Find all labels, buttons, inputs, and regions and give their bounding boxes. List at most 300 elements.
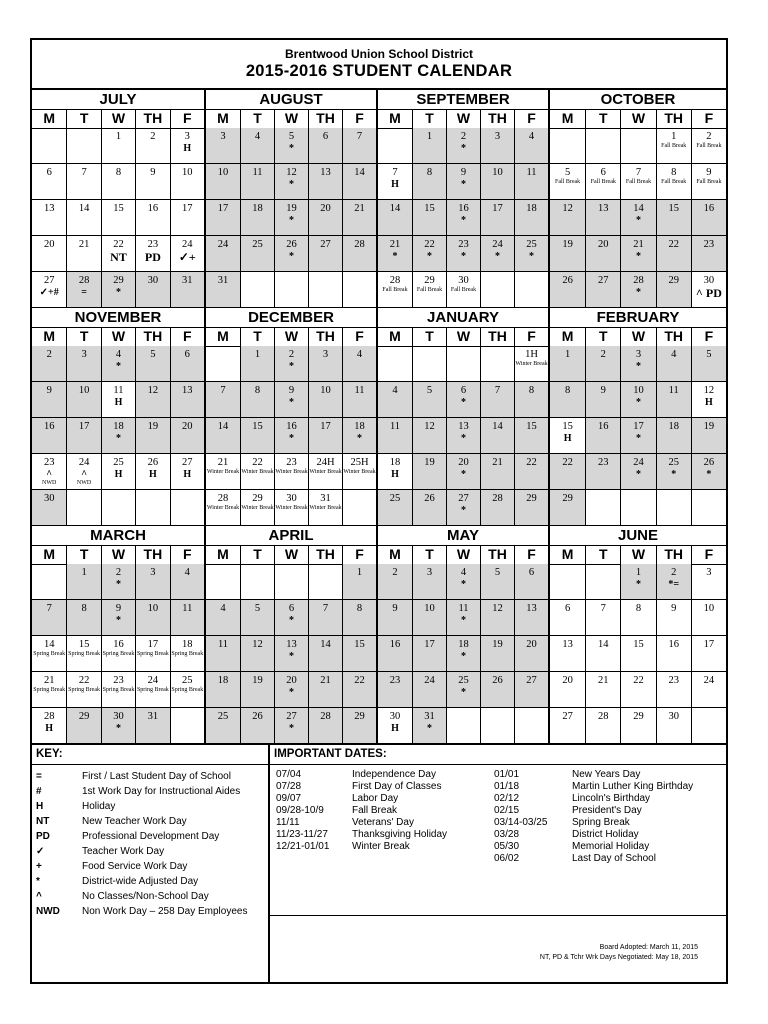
day-number: 12 bbox=[286, 167, 297, 178]
day-cell bbox=[514, 454, 548, 490]
day-number: 21 bbox=[320, 675, 331, 686]
day-number: 23 bbox=[668, 675, 679, 686]
day-cell bbox=[691, 600, 726, 636]
day-code: * bbox=[427, 251, 432, 262]
day-number: 11 bbox=[113, 385, 124, 396]
day-cell bbox=[656, 200, 691, 236]
day-number: 10 bbox=[703, 603, 715, 614]
empty-day-cell bbox=[101, 490, 135, 526]
day-number: 9 bbox=[288, 385, 295, 396]
day-cell bbox=[342, 200, 376, 236]
day-number: 24 bbox=[147, 675, 159, 686]
day-number: 2 bbox=[460, 131, 467, 142]
day-cell bbox=[656, 128, 691, 164]
day-number: 7 bbox=[220, 385, 226, 396]
day-cell bbox=[378, 454, 412, 490]
weekday-label: F bbox=[514, 328, 548, 346]
day-number: 5 bbox=[426, 385, 433, 396]
day-cell bbox=[446, 382, 480, 418]
day-number: 8 bbox=[671, 167, 677, 178]
day-cell bbox=[274, 236, 308, 272]
day-number: 7 bbox=[356, 131, 363, 142]
day-note: Winter Break bbox=[241, 469, 274, 475]
day-cell bbox=[656, 600, 691, 636]
day-cell bbox=[101, 708, 135, 744]
day-cell bbox=[656, 708, 691, 744]
day-number: 25 bbox=[113, 457, 124, 468]
empty-day-cell bbox=[550, 564, 585, 600]
day-cell bbox=[691, 672, 726, 708]
weekday-label: F bbox=[170, 328, 204, 346]
day-number: 10 bbox=[78, 385, 90, 396]
weekday-header bbox=[206, 327, 376, 347]
month-october bbox=[548, 90, 726, 308]
day-number: 11 bbox=[668, 385, 679, 396]
day-grid bbox=[550, 564, 726, 744]
day-cell bbox=[308, 418, 342, 454]
day-number: 8 bbox=[564, 385, 571, 396]
day-cell bbox=[585, 236, 620, 272]
key-description: Holiday bbox=[82, 801, 116, 812]
day-number: 12 bbox=[252, 639, 263, 650]
day-number: 1 bbox=[564, 349, 571, 360]
day-number: 29 bbox=[113, 275, 124, 286]
empty-day-cell bbox=[585, 490, 620, 526]
day-code: H bbox=[391, 469, 399, 480]
day-cell bbox=[101, 346, 135, 382]
weekday-label: TH bbox=[308, 328, 342, 346]
day-number: 22 bbox=[424, 239, 435, 250]
day-cell bbox=[32, 418, 66, 454]
day-number: 23 bbox=[389, 675, 401, 686]
weekday-label: F bbox=[342, 110, 376, 128]
day-cell bbox=[691, 272, 726, 308]
day-note: Winter Break bbox=[241, 505, 274, 511]
empty-day-cell bbox=[206, 564, 240, 600]
day-number: 16 bbox=[668, 639, 679, 650]
day-number: 1 bbox=[635, 567, 642, 578]
day-number: 9 bbox=[460, 167, 467, 178]
day-cell bbox=[620, 346, 655, 382]
day-cell bbox=[206, 454, 240, 490]
month-row bbox=[32, 308, 726, 526]
district-name: Brentwood Union School District bbox=[285, 47, 473, 61]
weekday-label: T bbox=[585, 110, 620, 128]
day-code: ^ PD bbox=[695, 286, 722, 300]
day-cell bbox=[480, 382, 514, 418]
weekday-label: F bbox=[342, 546, 376, 564]
day-number: 19 bbox=[424, 457, 435, 468]
day-cell bbox=[32, 164, 66, 200]
day-number: 3 bbox=[184, 131, 190, 142]
day-number: 23 bbox=[458, 239, 469, 250]
day-number: 24H bbox=[316, 457, 335, 468]
day-code: ^ bbox=[81, 469, 87, 480]
day-cell bbox=[514, 382, 548, 418]
empty-day-cell bbox=[66, 490, 100, 526]
day-grid bbox=[378, 346, 548, 526]
day-number: 17 bbox=[217, 203, 229, 214]
day-number: 14 bbox=[217, 421, 229, 432]
day-cell bbox=[240, 600, 274, 636]
day-cell bbox=[446, 454, 480, 490]
day-number: 2 bbox=[115, 567, 122, 578]
day-cell bbox=[446, 236, 480, 272]
weekday-label: W bbox=[101, 110, 135, 128]
day-number: 7 bbox=[322, 603, 329, 614]
day-cell bbox=[101, 636, 135, 672]
important-event: Last Day of School bbox=[572, 853, 656, 864]
day-number: 1 bbox=[115, 131, 122, 142]
empty-day-cell bbox=[240, 272, 274, 308]
day-cell bbox=[170, 128, 204, 164]
day-note: Spring Break bbox=[33, 651, 66, 657]
day-number: 18 bbox=[113, 421, 124, 432]
day-cell bbox=[550, 600, 585, 636]
day-code: * bbox=[115, 361, 121, 372]
day-cell bbox=[66, 164, 100, 200]
month-november bbox=[32, 308, 204, 526]
day-code: * bbox=[635, 215, 641, 226]
day-cell bbox=[514, 600, 548, 636]
day-cell bbox=[378, 600, 412, 636]
day-cell bbox=[308, 164, 342, 200]
day-cell bbox=[514, 564, 548, 600]
day-cell bbox=[550, 454, 585, 490]
important-date: 11/11 bbox=[276, 817, 300, 828]
day-number: 25 bbox=[182, 675, 193, 686]
empty-day-cell bbox=[691, 708, 726, 744]
day-number: 1 bbox=[356, 567, 363, 578]
day-cell bbox=[240, 454, 274, 490]
day-cell bbox=[620, 454, 655, 490]
weekday-header bbox=[32, 545, 204, 565]
day-number: 10 bbox=[633, 385, 644, 396]
day-note: Fall Break bbox=[696, 179, 722, 185]
day-cell bbox=[101, 272, 135, 308]
day-cell bbox=[170, 636, 204, 672]
day-number: 19 bbox=[252, 675, 263, 686]
weekday-header bbox=[550, 327, 726, 347]
day-cell bbox=[691, 418, 726, 454]
day-cell bbox=[514, 418, 548, 454]
day-grid bbox=[32, 346, 204, 526]
day-cell bbox=[308, 636, 342, 672]
day-number: 23 bbox=[113, 675, 124, 686]
weekday-label: F bbox=[170, 546, 204, 564]
day-cell bbox=[585, 418, 620, 454]
day-number: 18 bbox=[182, 639, 193, 650]
day-cell bbox=[691, 454, 726, 490]
day-cell bbox=[550, 272, 585, 308]
day-number: 7 bbox=[46, 603, 52, 614]
important-event: President's Day bbox=[572, 805, 642, 816]
day-number: 3 bbox=[494, 131, 501, 142]
day-cell bbox=[240, 708, 274, 744]
day-number: 29 bbox=[526, 493, 537, 504]
day-code: H bbox=[183, 143, 192, 154]
day-cell bbox=[206, 200, 240, 236]
day-number: 29 bbox=[668, 275, 679, 286]
day-number: 28 bbox=[492, 493, 503, 504]
day-cell bbox=[206, 164, 240, 200]
day-cell bbox=[585, 164, 620, 200]
key-description: Professional Development Day bbox=[82, 831, 220, 842]
key-symbol: PD bbox=[36, 831, 50, 842]
day-number: 22 bbox=[78, 675, 90, 686]
day-note: Winter Break bbox=[309, 505, 342, 511]
day-number: 17 bbox=[78, 421, 90, 432]
day-code: * bbox=[461, 397, 466, 408]
month-july bbox=[32, 90, 204, 308]
day-number: 25 bbox=[252, 239, 263, 250]
month-name: FEBRUARY bbox=[596, 309, 680, 326]
day-note: Spring Break bbox=[136, 651, 169, 657]
day-number: 24 bbox=[424, 675, 435, 686]
day-cell bbox=[412, 236, 446, 272]
month-march bbox=[32, 526, 204, 744]
day-number: 16 bbox=[113, 639, 124, 650]
day-number: 8 bbox=[81, 603, 87, 614]
day-number: 1 bbox=[254, 349, 261, 360]
day-number: 7 bbox=[600, 603, 606, 614]
day-number: 6 bbox=[460, 385, 467, 396]
day-number: 13 bbox=[286, 639, 297, 650]
day-cell bbox=[342, 382, 376, 418]
day-number: 16 bbox=[43, 421, 55, 432]
day-cell bbox=[446, 600, 480, 636]
day-cell bbox=[240, 164, 274, 200]
day-number: 13 bbox=[598, 203, 609, 214]
day-cell bbox=[656, 382, 691, 418]
day-cell bbox=[274, 600, 308, 636]
day-number: 1 bbox=[81, 567, 87, 578]
day-number: 6 bbox=[528, 567, 535, 578]
day-cell bbox=[412, 636, 446, 672]
day-number: 27 bbox=[43, 275, 55, 286]
day-cell bbox=[378, 200, 412, 236]
day-number: 15 bbox=[78, 639, 90, 650]
day-code: * bbox=[706, 469, 712, 480]
day-code: *= bbox=[668, 579, 680, 590]
important-dates-title: IMPORTANT DATES: bbox=[274, 748, 387, 760]
day-cell bbox=[32, 382, 66, 418]
month-august bbox=[204, 90, 376, 308]
day-cell bbox=[240, 200, 274, 236]
day-number: 15 bbox=[354, 639, 365, 650]
day-cell bbox=[308, 128, 342, 164]
day-cell bbox=[585, 346, 620, 382]
day-cell bbox=[32, 346, 66, 382]
day-note: Spring Break bbox=[171, 687, 204, 693]
weekday-label: M bbox=[43, 110, 56, 126]
empty-day-cell bbox=[240, 564, 274, 600]
day-number: 2 bbox=[46, 349, 52, 360]
day-note: Fall Break bbox=[661, 143, 687, 149]
day-number: 5 bbox=[254, 603, 261, 614]
day-cell bbox=[32, 272, 66, 308]
day-number: 13 bbox=[320, 167, 331, 178]
day-number: 18 bbox=[252, 203, 263, 214]
day-cell bbox=[691, 346, 726, 382]
day-cell bbox=[480, 672, 514, 708]
day-cell bbox=[342, 672, 376, 708]
important-date: 07/04 bbox=[276, 769, 302, 780]
day-code: * bbox=[461, 469, 466, 480]
day-cell bbox=[480, 236, 514, 272]
day-code: * bbox=[461, 687, 466, 698]
day-number: 9 bbox=[150, 167, 156, 178]
month-name: JUNE bbox=[617, 527, 658, 544]
day-cell bbox=[101, 418, 135, 454]
day-cell bbox=[66, 600, 100, 636]
month-may bbox=[376, 526, 548, 744]
day-note: Winter Break bbox=[515, 361, 548, 367]
day-number: 29 bbox=[562, 493, 573, 504]
weekday-label: W bbox=[446, 110, 480, 128]
day-number: 11 bbox=[182, 603, 193, 614]
day-cell bbox=[135, 272, 169, 308]
day-number: 30 bbox=[43, 493, 55, 504]
day-code: * bbox=[115, 433, 121, 444]
important-date: 01/18 bbox=[494, 781, 520, 792]
calendar-title: 2015-2016 STUDENT CALENDAR bbox=[245, 62, 513, 80]
day-cell bbox=[656, 346, 691, 382]
weekday-label: T bbox=[240, 110, 274, 128]
day-cell bbox=[514, 672, 548, 708]
day-number: 28 bbox=[43, 711, 55, 722]
day-cell bbox=[170, 236, 204, 272]
day-number: 19 bbox=[492, 639, 503, 650]
day-cell bbox=[585, 200, 620, 236]
day-cell bbox=[274, 164, 308, 200]
day-number: 10 bbox=[147, 603, 159, 614]
day-code: * bbox=[461, 179, 466, 190]
day-number: 31 bbox=[182, 275, 193, 286]
day-number: 4 bbox=[254, 131, 261, 142]
day-code: * bbox=[461, 615, 466, 626]
month-name: APRIL bbox=[268, 527, 314, 544]
important-date: 05/30 bbox=[494, 841, 520, 852]
day-number: 8 bbox=[426, 167, 433, 178]
day-cell bbox=[308, 382, 342, 418]
day-cell bbox=[585, 708, 620, 744]
day-code: * bbox=[289, 651, 294, 662]
day-cell bbox=[378, 382, 412, 418]
day-number: 26 bbox=[252, 711, 263, 722]
day-number: 4 bbox=[115, 349, 122, 360]
important-date: 01/01 bbox=[494, 769, 520, 780]
key-symbol: ^ bbox=[36, 891, 42, 902]
day-number: 14 bbox=[389, 203, 401, 214]
day-cell bbox=[585, 672, 620, 708]
empty-day-cell bbox=[446, 708, 480, 744]
key-panel bbox=[32, 745, 270, 982]
day-cell bbox=[412, 708, 446, 744]
day-code: * bbox=[635, 361, 641, 372]
weekday-label: TH bbox=[656, 546, 691, 564]
weekday-label: T bbox=[585, 328, 620, 346]
day-number: 2 bbox=[392, 567, 398, 578]
empty-day-cell bbox=[480, 272, 514, 308]
day-number: 20 bbox=[562, 675, 573, 686]
empty-day-cell bbox=[170, 708, 204, 744]
day-number: 15 bbox=[562, 421, 573, 432]
day-cell bbox=[446, 636, 480, 672]
important-event: Memorial Holiday bbox=[572, 841, 650, 852]
day-cell bbox=[585, 636, 620, 672]
month-april bbox=[204, 526, 376, 744]
weekday-label: M bbox=[43, 328, 56, 344]
day-note: Fall Break bbox=[416, 287, 443, 293]
day-cell bbox=[656, 564, 691, 600]
day-number: 17 bbox=[633, 421, 644, 432]
day-number: 12 bbox=[703, 385, 715, 396]
day-code: H bbox=[391, 179, 399, 190]
day-cell bbox=[412, 200, 446, 236]
day-number: 12 bbox=[562, 203, 573, 214]
day-number: 2 bbox=[671, 567, 677, 578]
day-code: * bbox=[289, 361, 294, 372]
weekday-label: W bbox=[446, 546, 480, 564]
day-cell bbox=[378, 272, 412, 308]
day-number: 30 bbox=[703, 275, 715, 286]
day-code: * bbox=[115, 579, 121, 590]
day-code: * bbox=[289, 179, 294, 190]
day-number: 20 bbox=[598, 239, 609, 250]
empty-day-cell bbox=[691, 490, 726, 526]
day-number: 9 bbox=[115, 603, 122, 614]
day-cell bbox=[656, 418, 691, 454]
day-number: 28 bbox=[598, 711, 609, 722]
weekday-label: M bbox=[43, 546, 56, 562]
day-cell bbox=[378, 490, 412, 526]
important-event: Winter Break bbox=[352, 841, 410, 852]
day-number: 28 bbox=[78, 275, 90, 286]
day-cell bbox=[206, 128, 240, 164]
day-note: Fall Break bbox=[382, 287, 408, 293]
day-number: 27 bbox=[562, 711, 573, 722]
key-description: First / Last Student Day of School bbox=[82, 771, 231, 782]
day-code: * bbox=[635, 397, 641, 408]
day-cell bbox=[480, 600, 514, 636]
day-note: Spring Break bbox=[68, 687, 100, 693]
day-note: NWD bbox=[42, 480, 57, 486]
day-code: H bbox=[563, 433, 572, 444]
empty-day-cell bbox=[342, 490, 376, 526]
day-cell bbox=[550, 418, 585, 454]
day-code: * bbox=[461, 143, 466, 154]
weekday-label: M bbox=[561, 328, 574, 344]
day-number: 10 bbox=[492, 167, 503, 178]
day-number: 11 bbox=[526, 167, 537, 178]
empty-day-cell bbox=[514, 708, 548, 744]
day-number: 26 bbox=[562, 275, 573, 286]
day-number: 19 bbox=[147, 421, 159, 432]
weekday-header bbox=[32, 109, 204, 129]
day-cell bbox=[101, 164, 135, 200]
day-note: Fall Break bbox=[625, 179, 652, 185]
day-number: 30 bbox=[389, 711, 401, 722]
day-number: 24 bbox=[78, 457, 90, 468]
day-number: 21 bbox=[633, 239, 644, 250]
day-code: * bbox=[289, 723, 294, 734]
day-cell bbox=[550, 164, 585, 200]
empty-day-cell bbox=[206, 346, 240, 382]
day-cell bbox=[480, 636, 514, 672]
day-cell bbox=[66, 564, 100, 600]
day-number: 19 bbox=[562, 239, 573, 250]
